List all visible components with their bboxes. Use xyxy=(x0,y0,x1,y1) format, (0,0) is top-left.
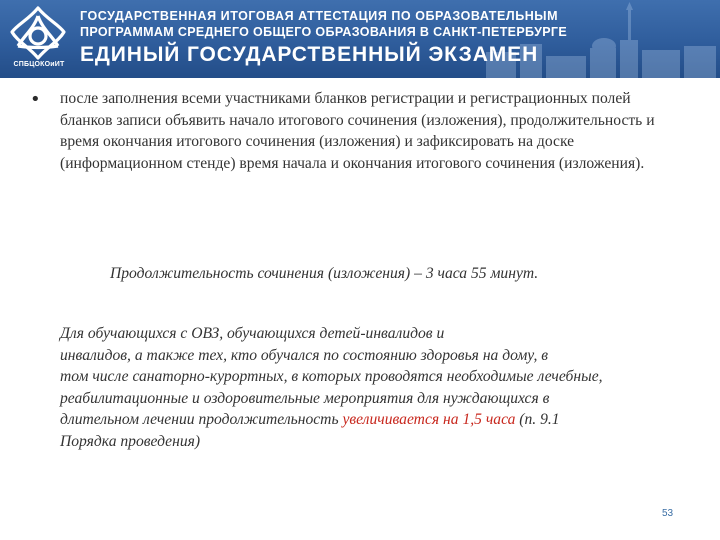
header-main-title: ЕДИНЫЙ ГОСУДАРСТВЕННЫЙ ЭКЗАМЕН xyxy=(80,43,539,66)
extended-time-paragraph xyxy=(60,323,720,453)
page-number: 53 xyxy=(662,508,674,519)
paragraph-line: инвалидов, а также тех, кто обучался по состоянию здоровья на дому, в xyxy=(60,346,549,364)
highlighted-time-increase: увеличивается на 1,5 часа xyxy=(342,411,516,429)
duration-statement: Продолжительность сочинения (изложения) – 3 часа 55 минут. xyxy=(110,265,539,282)
paragraph-line: реабилитационные и оздоровительные мероприятия для нуждающихся в xyxy=(60,389,550,407)
paragraph-line: том числе санаторно-курортных, в которых проводятся необходимые лечебные, xyxy=(60,368,603,386)
paragraph-line: Порядка проведения) xyxy=(60,432,201,450)
paragraph-text-segment: (п. 9.1 xyxy=(515,411,560,429)
paragraph-line xyxy=(60,409,720,431)
logo-caption: СПБЦОКОиИТ xyxy=(13,61,65,68)
header-title-line-2: ПРОГРАММАМ СРЕДНЕГО ОБЩЕГО ОБРАЗОВАНИЯ В САНКТ-ПЕТЕРБУРГЕ xyxy=(80,25,568,39)
paragraph-text-segment: длительном лечении продолжительность xyxy=(60,411,343,429)
header-banner xyxy=(0,0,720,78)
paragraph-line: Для обучающихся с ОВЗ, обучающихся детей-инвалидов и xyxy=(60,325,445,342)
bullet-marker: • xyxy=(30,89,41,110)
header-title-line-1: ГОСУДАРСТВЕННАЯ ИТОГОВАЯ АТТЕСТАЦИЯ ПО ОБРАЗОВАТЕЛЬНЫМ xyxy=(80,9,559,23)
bullet-instruction-text: после заполнения всеми участниками бланков регистрации и регистрационных полей бланков записи объявить начало итогового сочинения (изложения), продолжительность и время окончания итогового сочинения (изложения) и зафиксировать на доске (информационном стенде) время начала и окончания итогового сочинения (изложения). xyxy=(60,90,655,172)
